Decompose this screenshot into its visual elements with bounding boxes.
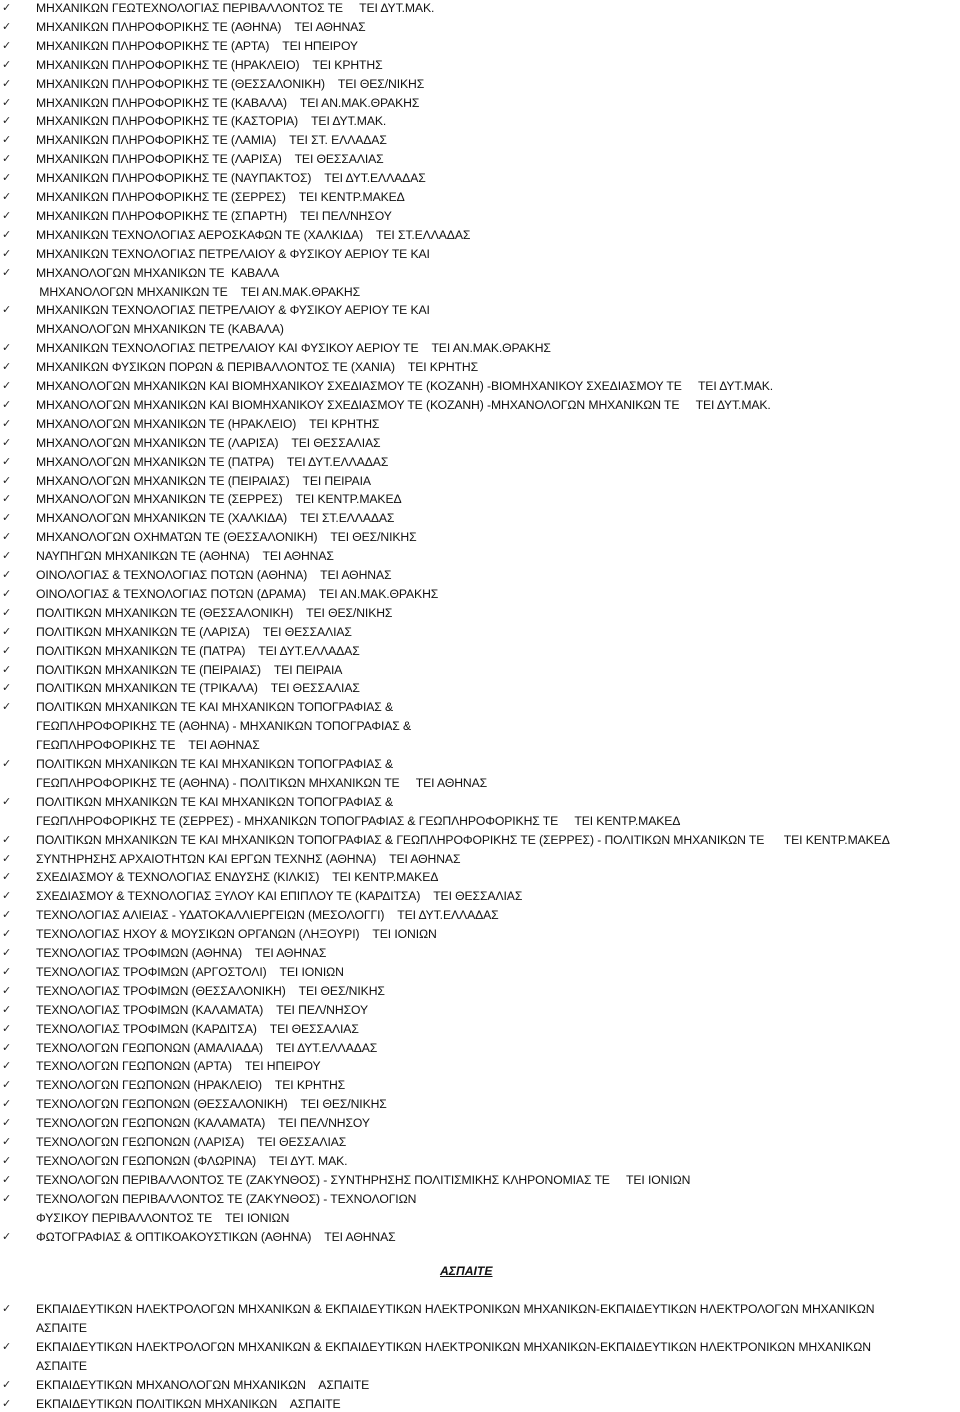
check-icon: ✓	[2, 851, 12, 865]
check-icon: ✓	[2, 643, 12, 657]
check-icon: ✓	[2, 341, 12, 355]
list-item: ΜΗΧΑΝΟΛΟΓΩΝ ΜΗΧΑΝΙΚΩΝ ΤΕ (ΣΕΡΡΕΣ) ΤΕΙ ΚΕΝΤΡ.ΜΑΚΕΔ	[36, 492, 402, 507]
list-item: ΓΕΩΠΛΗΡΟΦΟΡΙΚΗΣ ΤΕ (ΣΕΡΡΕΣ) - ΜΗΧΑΝΙΚΩΝ ΤΟΠΟΓΡΑΦΙΑΣ & ΓΕΩΠΛΗΡΟΦΟΡΙΚΗΣ ΤΕ ΤΕΙ ΚΕΝΤΡ.ΜΑΚΕΔ	[36, 813, 681, 828]
list-item: ΓΕΩΠΛΗΡΟΦΟΡΙΚΗΣ ΤΕ ΤΕΙ ΑΘΗΝΑΣ	[36, 738, 260, 753]
list-item: ΕΚΠΑΙΔΕΥΤΙΚΩΝ ΜΗΧΑΝΟΛΟΓΩΝ ΜΗΧΑΝΙΚΩΝ ΑΣΠΑΙΤΕ	[36, 1378, 370, 1392]
check-icon: ✓	[2, 1021, 12, 1035]
check-icon: ✓	[2, 379, 12, 392]
check-icon: ✓	[2, 511, 12, 525]
check-icon: ✓	[2, 1116, 12, 1130]
list-item: ΑΣΠΑΙΤΕ	[36, 1359, 87, 1373]
check-icon: ✓	[2, 757, 12, 770]
check-icon: ✓	[2, 1191, 12, 1205]
list-item: ΟΙΝΟΛΟΓΙΑΣ & ΤΕΧΝΟΛΟΓΙΑΣ ΠΟΤΩΝ (ΑΘΗΝΑ) ΤΕΙ ΑΘΗΝΑΣ	[36, 568, 392, 582]
list-item: ΠΟΛΙΤΙΚΩΝ ΜΗΧΑΝΙΚΩΝ ΤΕ (ΠΕΙΡΑΙΑΣ) ΤΕΙ ΠΕΙΡΑΙΑ	[36, 662, 343, 677]
list-item: ΜΗΧΑΝΙΚΩΝ ΦΥΣΙΚΩΝ ΠΟΡΩΝ & ΠΕΡΙΒΑΛΛΟΝΤΟΣ ΤΕ (ΧΑΝΙΑ) ΤΕΙ ΚΡΗΤΗΣ	[36, 360, 479, 375]
list-item: ΠΟΛΙΤΙΚΩΝ ΜΗΧΑΝΙΚΩΝ ΤΕ ΚΑΙ ΜΗΧΑΝΙΚΩΝ ΤΟΠΟΓΡΑΦΙΑΣ &	[36, 700, 394, 715]
check-icon: ✓	[2, 1397, 12, 1410]
list-item: ΜΗΧΑΝΙΚΩΝ ΠΛΗΡΟΦΟΡΙΚΗΣ ΤΕ (ΚΑΣΤΟΡΙΑ) ΤΕΙ ΔΥΤ.ΜΑΚ.	[36, 114, 387, 129]
list-item: ΤΕΧΝΟΛΟΓΩΝ ΠΕΡΙΒΑΛΛΟΝΤΟΣ ΤΕ (ΖΑΚΥΝΘΟΣ) - ΤΕΧΝΟΛΟΓΙΩΝ	[36, 1191, 417, 1206]
list-item: ΜΗΧΑΝΙΚΩΝ ΠΛΗΡΟΦΟΡΙΚΗΣ ΤΕ (ΘΕΣΣΑΛΟΝΙΚΗ) ΤΕΙ ΘΕΣ/ΝΙΚΗΣ	[36, 76, 425, 91]
check-icon: ✓	[2, 681, 12, 695]
list-item: ΦΥΣΙΚΟΥ ΠΕΡΙΒΑΛΛΟΝΤΟΣ ΤΕ ΤΕΙ ΙΟΝΙΩΝ	[36, 1210, 290, 1225]
check-icon: ✓	[2, 76, 12, 90]
list-item: ΜΗΧΑΝΙΚΩΝ ΤΕΧΝΟΛΟΓΙΑΣ ΠΕΤΡΕΛΑΙΟΥ & ΦΥΣΙΚΟΥ ΑΕΡΙΟΥ ΤΕ ΚΑΙ	[36, 246, 430, 261]
check-icon: ✓	[2, 303, 12, 317]
list-item: ΜΗΧΑΝΙΚΩΝ ΠΛΗΡΟΦΟΡΙΚΗΣ ΤΕ (ΣΠΑΡΤΗ) ΤΕΙ ΠΕΛ/ΝΗΣΟΥ	[36, 208, 392, 223]
list-item: ΠΟΛΙΤΙΚΩΝ ΜΗΧΑΝΙΚΩΝ ΤΕ ΚΑΙ ΜΗΧΑΝΙΚΩΝ ΤΟΠΟΓΡΑΦΙΑΣ & ΓΕΩΠΛΗΡΟΦΟΡΙΚΗΣ ΤΕ (ΣΕΡΡΕΣ) - ΠΟΛΙΤΙΚΩΝ ΜΗΧΑΝΙΚΩΝ ΤΕ ΤΕΙ ΚΕΝΤΡ.ΜΑΚΕΔ	[36, 832, 890, 847]
list-item: ΜΗΧΑΝΙΚΩΝ ΠΛΗΡΟΦΟΡΙΚΗΣ ΤΕ (ΝΑΥΠΑΚΤΟΣ) ΤΕΙ ΔΥΤ.ΕΛΛΑΔΑΣ	[36, 171, 426, 186]
list-item: ΜΗΧΑΝΙΚΩΝ ΠΛΗΡΟΦΟΡΙΚΗΣ ΤΕ (ΛΑΜΙΑ) ΤΕΙ ΣΤ. ΕΛΛΑΔΑΣ	[36, 133, 387, 148]
check-icon: ✓	[2, 605, 12, 619]
check-icon: ✓	[2, 1378, 12, 1391]
check-icon: ✓	[2, 1, 12, 14]
list-item: ΕΚΠΑΙΔΕΥΤΙΚΩΝ ΗΛΕΚΤΡΟΛΟΓΩΝ ΜΗΧΑΝΙΚΩΝ & ΕΚΠΑΙΔΕΥΤΙΚΩΝ ΗΛΕΚΤΡΟΝΙΚΩΝ ΜΗΧΑΝΙΚΩΝ-ΕΚΠΑΙΔΕΥΤΙΚΩΝ ΗΛΕΚΤΡΟΝΙΚΩΝ ΜΗΧΑΝΙΚΩΝ	[36, 1340, 871, 1354]
check-icon: ✓	[2, 568, 12, 581]
list-item: ΜΗΧΑΝΟΛΟΓΩΝ ΜΗΧΑΝΙΚΩΝ ΤΕ (ΗΡΑΚΛΕΙΟ) ΤΕΙ ΚΡΗΤΗΣ	[36, 416, 380, 431]
check-icon: ✓	[2, 1302, 12, 1315]
list-item: ΠΟΛΙΤΙΚΩΝ ΜΗΧΑΝΙΚΩΝ ΤΕ ΚΑΙ ΜΗΧΑΝΙΚΩΝ ΤΟΠΟΓΡΑΦΙΑΣ &	[36, 757, 394, 771]
check-icon: ✓	[2, 662, 12, 676]
check-icon: ✓	[2, 152, 12, 166]
check-icon: ✓	[2, 794, 12, 808]
list-item: ΜΗΧΑΝΙΚΩΝ ΓΕΩΤΕΧΝΟΛΟΓΙΑΣ ΠΕΡΙΒΑΛΛΟΝΤΟΣ ΤΕ ΤΕΙ ΔΥΤ.ΜΑΚ.	[36, 1, 435, 15]
check-icon: ✓	[2, 19, 12, 33]
list-item: ΜΗΧΑΝΟΛΟΓΩΝ ΜΗΧΑΝΙΚΩΝ ΤΕ (ΧΑΛΚΙΔΑ) ΤΕΙ ΣΤ.ΕΛΛΑΔΑΣ	[36, 511, 395, 526]
check-icon: ✓	[2, 1078, 12, 1092]
check-icon: ✓	[2, 454, 12, 468]
list-item: ΜΗΧΑΝΟΛΟΓΩΝ ΜΗΧΑΝΙΚΩΝ ΤΕ ΤΕΙ ΑΝ.ΜΑΚ.ΘΡΑΚΗΣ	[36, 284, 361, 299]
list-item: ΜΗΧΑΝΟΛΟΓΩΝ ΜΗΧΑΝΙΚΩΝ ΤΕ (ΛΑΡΙΣΑ) ΤΕΙ ΘΕΣΣΑΛΙΑΣ	[36, 435, 381, 450]
check-icon: ✓	[2, 95, 12, 109]
list-item: ΕΚΠΑΙΔΕΥΤΙΚΩΝ ΠΟΛΙΤΙΚΩΝ ΜΗΧΑΝΙΚΩΝ ΑΣΠΑΙΤΕ	[36, 1397, 341, 1411]
list-item: ΜΗΧΑΝΟΛΟΓΩΝ ΜΗΧΑΝΙΚΩΝ ΤΕ (ΠΕΙΡΑΙΑΣ) ΤΕΙ ΠΕΙΡΑΙΑ	[36, 473, 371, 488]
check-icon: ✓	[2, 1153, 12, 1167]
list-item: ΤΕΧΝΟΛΟΓΙΑΣ ΤΡΟΦΙΜΩΝ (ΑΘΗΝΑ) ΤΕΙ ΑΘΗΝΑΣ	[36, 946, 327, 960]
list-item: ΝΑΥΠΗΓΩΝ ΜΗΧΑΝΙΚΩΝ ΤΕ (ΑΘΗΝΑ) ΤΕΙ ΑΘΗΝΑΣ	[36, 549, 334, 564]
list-item: ΜΗΧΑΝΟΛΟΓΩΝ ΜΗΧΑΝΙΚΩΝ ΚΑΙ ΒΙΟΜΗΧΑΝΙΚΟΥ ΣΧΕΔΙΑΣΜΟΥ ΤΕ (ΚΟΖΑΝΗ) -ΒΙΟΜΗΧΑΝΙΚΟΥ ΣΧΕΔΙΑΣΜΟΥ ΤΕ ΤΕΙ ΔΥΤ.ΜΑΚ.	[36, 379, 774, 393]
list-item: ΜΗΧΑΝΙΚΩΝ ΤΕΧΝΟΛΟΓΙΑΣ ΑΕΡΟΣΚΑΦΩΝ ΤΕ (ΧΑΛΚΙΔΑ) ΤΕΙ ΣΤ.ΕΛΛΑΔΑΣ	[36, 227, 471, 242]
check-icon: ✓	[2, 1097, 12, 1111]
check-icon: ✓	[2, 908, 12, 922]
list-item: ΠΟΛΙΤΙΚΩΝ ΜΗΧΑΝΙΚΩΝ ΤΕ (ΠΑΤΡΑ) ΤΕΙ ΔΥΤ.ΕΛΛΑΔΑΣ	[36, 643, 360, 658]
check-icon: ✓	[2, 586, 12, 600]
list-item: ΤΕΧΝΟΛΟΓΩΝ ΓΕΩΠΟΝΩΝ (ΚΑΛΑΜΑΤΑ) ΤΕΙ ΠΕΛ/ΝΗΣΟΥ	[36, 1116, 370, 1131]
list-item: ΤΕΧΝΟΛΟΓΩΝ ΓΕΩΠΟΝΩΝ (ΑΜΑΛΙΑΔΑ) ΤΕΙ ΔΥΤ.ΕΛΛΑΔΑΣ	[36, 1040, 378, 1055]
list-item: ΤΕΧΝΟΛΟΓΩΝ ΠΕΡΙΒΑΛΛΟΝΤΟΣ ΤΕ (ΖΑΚΥΝΘΟΣ) - ΣΥΝΤΗΡΗΣΗΣ ΠΟΛΙΤΙΣΜΙΚΗΣ ΚΛΗΡΟΝΟΜΙΑΣ ΤΕ ΤΕΙ ΙΟΝΙΩΝ	[36, 1172, 691, 1187]
check-icon: ✓	[2, 208, 12, 222]
section-heading-aspaite: ΑΣΠΑΙΤΕ	[440, 1264, 493, 1278]
list-item: ΤΕΧΝΟΛΟΓΙΑΣ ΑΛΙΕΙΑΣ - ΥΔΑΤΟΚΑΛΛΙΕΡΓΕΙΩΝ (ΜΕΣΟΛΟΓΓΙ) ΤΕΙ ΔΥΤ.ΕΛΛΑΔΑΣ	[36, 908, 499, 923]
list-item: ΜΗΧΑΝΙΚΩΝ ΠΛΗΡΟΦΟΡΙΚΗΣ ΤΕ (ΚΑΒΑΛΑ) ΤΕΙ ΑΝ.ΜΑΚ.ΘΡΑΚΗΣ	[36, 95, 420, 110]
list-item: ΣΧΕΔΙΑΣΜΟΥ & ΤΕΧΝΟΛΟΓΙΑΣ ΞΥΛΟΥ ΚΑΙ ΕΠΙΠΛΟΥ ΤΕ (ΚΑΡΔΙΤΣΑ) ΤΕΙ ΘΕΣΣΑΛΙΑΣ	[36, 889, 523, 904]
check-icon: ✓	[2, 870, 12, 884]
check-icon: ✓	[2, 927, 12, 941]
check-icon: ✓	[2, 171, 12, 185]
check-icon: ✓	[2, 1040, 12, 1054]
check-icon: ✓	[2, 700, 12, 714]
list-item: ΟΙΝΟΛΟΓΙΑΣ & ΤΕΧΝΟΛΟΓΙΑΣ ΠΟΤΩΝ (ΔΡΑΜΑ) ΤΕΙ ΑΝ.ΜΑΚ.ΘΡΑΚΗΣ	[36, 586, 439, 601]
list-item: ΣΧΕΔΙΑΣΜΟΥ & ΤΕΧΝΟΛΟΓΙΑΣ ΕΝΔΥΣΗΣ (ΚΙΛΚΙΣ) ΤΕΙ ΚΕΝΤΡ.ΜΑΚΕΔ	[36, 870, 439, 885]
list-item: ΦΩΤΟΓΡΑΦΙΑΣ & ΟΠΤΙΚΟΑΚΟΥΣΤΙΚΩΝ (ΑΘΗΝΑ) ΤΕΙ ΑΘΗΝΑΣ	[36, 1229, 396, 1244]
check-icon: ✓	[2, 1002, 12, 1016]
list-item: ΜΗΧΑΝΟΛΟΓΩΝ ΟΧΗΜΑΤΩΝ ΤΕ (ΘΕΣΣΑΛΟΝΙΚΗ) ΤΕΙ ΘΕΣ/ΝΙΚΗΣ	[36, 530, 417, 545]
check-icon: ✓	[2, 549, 12, 563]
list-item: ΤΕΧΝΟΛΟΓΩΝ ΓΕΩΠΟΝΩΝ (ΑΡΤΑ) ΤΕΙ ΗΠΕΙΡΟΥ	[36, 1059, 321, 1074]
list-item: ΜΗΧΑΝΟΛΟΓΩΝ ΜΗΧΑΝΙΚΩΝ ΚΑΙ ΒΙΟΜΗΧΑΝΙΚΟΥ ΣΧΕΔΙΑΣΜΟΥ ΤΕ (ΚΟΖΑΝΗ) -ΜΗΧΑΝΟΛΟΓΩΝ ΜΗΧΑΝΙΚΩΝ ΤΕ ΤΕΙ ΔΥΤ.ΜΑΚ.	[36, 397, 771, 412]
list-item: ΤΕΧΝΟΛΟΓΙΑΣ ΗΧΟΥ & ΜΟΥΣΙΚΩΝ ΟΡΓΑΝΩΝ (ΛΗΞΟΥΡΙ) ΤΕΙ ΙΟΝΙΩΝ	[36, 927, 437, 942]
check-icon: ✓	[2, 265, 12, 279]
list-item: ΜΗΧΑΝΙΚΩΝ ΠΛΗΡΟΦΟΡΙΚΗΣ ΤΕ (ΑΡΤΑ) ΤΕΙ ΗΠΕΙΡΟΥ	[36, 38, 358, 53]
list-item: ΤΕΧΝΟΛΟΓΙΑΣ ΤΡΟΦΙΜΩΝ (ΚΑΛΑΜΑΤΑ) ΤΕΙ ΠΕΛ/ΝΗΣΟΥ	[36, 1002, 369, 1017]
check-icon: ✓	[2, 983, 12, 997]
check-icon: ✓	[2, 38, 12, 52]
check-icon: ✓	[2, 1172, 12, 1186]
list-item: ΤΕΧΝΟΛΟΓΙΑΣ ΤΡΟΦΙΜΩΝ (ΚΑΡΔΙΤΣΑ) ΤΕΙ ΘΕΣΣΑΛΙΑΣ	[36, 1021, 359, 1036]
check-icon: ✓	[2, 416, 12, 430]
check-icon: ✓	[2, 190, 12, 203]
check-icon: ✓	[2, 530, 12, 544]
list-item: ΤΕΧΝΟΛΟΓΩΝ ΓΕΩΠΟΝΩΝ (ΛΑΡΙΣΑ) ΤΕΙ ΘΕΣΣΑΛΙΑΣ	[36, 1135, 347, 1149]
check-icon: ✓	[2, 473, 12, 487]
list-item: ΜΗΧΑΝΙΚΩΝ ΤΕΧΝΟΛΟΓΙΑΣ ΠΕΤΡΕΛΑΙΟΥ ΚΑΙ ΦΥΣΙΚΟΥ ΑΕΡΙΟΥ ΤΕ ΤΕΙ ΑΝ.ΜΑΚ.ΘΡΑΚΗΣ	[36, 341, 551, 356]
list-item: ΜΗΧΑΝΙΚΩΝ ΠΛΗΡΟΦΟΡΙΚΗΣ ΤΕ (ΛΑΡΙΣΑ) ΤΕΙ ΘΕΣΣΑΛΙΑΣ	[36, 152, 384, 167]
check-icon: ✓	[2, 492, 12, 506]
check-icon: ✓	[2, 1340, 12, 1353]
check-icon: ✓	[2, 889, 12, 903]
check-icon: ✓	[2, 397, 12, 411]
list-item: ΓΕΩΠΛΗΡΟΦΟΡΙΚΗΣ ΤΕ (ΑΘΗΝΑ) - ΜΗΧΑΝΙΚΩΝ ΤΟΠΟΓΡΑΦΙΑΣ &	[36, 719, 412, 734]
list-item: ΜΗΧΑΝΟΛΟΓΩΝ ΜΗΧΑΝΙΚΩΝ ΤΕ ΚΑΒΑΛΑ	[36, 265, 280, 280]
check-icon: ✓	[2, 624, 12, 638]
list-item: ΜΗΧΑΝΙΚΩΝ ΠΛΗΡΟΦΟΡΙΚΗΣ ΤΕ (ΗΡΑΚΛΕΙΟ) ΤΕΙ ΚΡΗΤΗΣ	[36, 57, 383, 72]
list-item: ΜΗΧΑΝΙΚΩΝ ΠΛΗΡΟΦΟΡΙΚΗΣ ΤΕ (ΣΕΡΡΕΣ) ΤΕΙ ΚΕΝΤΡ.ΜΑΚΕΔ	[36, 190, 405, 204]
list-item: ΣΥΝΤΗΡΗΣΗΣ ΑΡΧΑΙΟΤΗΤΩΝ ΚΑΙ ΕΡΓΩΝ ΤΕΧΝΗΣ (ΑΘΗΝΑ) ΤΕΙ ΑΘΗΝΑΣ	[36, 851, 461, 866]
check-icon: ✓	[2, 832, 12, 846]
check-icon: ✓	[2, 1229, 12, 1243]
check-icon: ✓	[2, 1059, 12, 1073]
check-icon: ✓	[2, 57, 12, 71]
list-item: ΜΗΧΑΝΟΛΟΓΩΝ ΜΗΧΑΝΙΚΩΝ ΤΕ (ΚΑΒΑΛΑ)	[36, 322, 284, 337]
check-icon: ✓	[2, 1135, 12, 1148]
list-item: ΤΕΧΝΟΛΟΓΙΑΣ ΤΡΟΦΙΜΩΝ (ΑΡΓΟΣΤΟΛΙ) ΤΕΙ ΙΟΝΙΩΝ	[36, 964, 344, 979]
check-icon: ✓	[2, 435, 12, 449]
check-icon: ✓	[2, 964, 12, 978]
check-icon: ✓	[2, 114, 12, 128]
check-icon: ✓	[2, 133, 12, 147]
check-icon: ✓	[2, 360, 12, 374]
list-item: ΠΟΛΙΤΙΚΩΝ ΜΗΧΑΝΙΚΩΝ ΤΕ ΚΑΙ ΜΗΧΑΝΙΚΩΝ ΤΟΠΟΓΡΑΦΙΑΣ &	[36, 794, 394, 809]
list-item: ΠΟΛΙΤΙΚΩΝ ΜΗΧΑΝΙΚΩΝ ΤΕ (ΤΡΙΚΑΛΑ) ΤΕΙ ΘΕΣΣΑΛΙΑΣ	[36, 681, 360, 696]
list-item: ΤΕΧΝΟΛΟΓΩΝ ΓΕΩΠΟΝΩΝ (ΦΛΩΡΙΝΑ) ΤΕΙ ΔΥΤ. ΜΑΚ.	[36, 1153, 348, 1168]
list-item: ΜΗΧΑΝΟΛΟΓΩΝ ΜΗΧΑΝΙΚΩΝ ΤΕ (ΠΑΤΡΑ) ΤΕΙ ΔΥΤ.ΕΛΛΑΔΑΣ	[36, 454, 389, 469]
list-item: ΤΕΧΝΟΛΟΓΩΝ ΓΕΩΠΟΝΩΝ (ΗΡΑΚΛΕΙΟ) ΤΕΙ ΚΡΗΤΗΣ	[36, 1078, 346, 1093]
list-item: ΓΕΩΠΛΗΡΟΦΟΡΙΚΗΣ ΤΕ (ΑΘΗΝΑ) - ΠΟΛΙΤΙΚΩΝ ΜΗΧΑΝΙΚΩΝ ΤΕ ΤΕΙ ΑΘΗΝΑΣ	[36, 775, 488, 790]
check-icon: ✓	[2, 946, 12, 959]
list-item: ΠΟΛΙΤΙΚΩΝ ΜΗΧΑΝΙΚΩΝ ΤΕ (ΘΕΣΣΑΛΟΝΙΚΗ) ΤΕΙ ΘΕΣ/ΝΙΚΗΣ	[36, 605, 393, 620]
list-item: ΜΗΧΑΝΙΚΩΝ ΠΛΗΡΟΦΟΡΙΚΗΣ ΤΕ (ΑΘΗΝΑ) ΤΕΙ ΑΘΗΝΑΣ	[36, 19, 366, 34]
list-item: ΠΟΛΙΤΙΚΩΝ ΜΗΧΑΝΙΚΩΝ ΤΕ (ΛΑΡΙΣΑ) ΤΕΙ ΘΕΣΣΑΛΙΑΣ	[36, 624, 352, 639]
check-icon: ✓	[2, 227, 12, 241]
list-item: ΜΗΧΑΝΙΚΩΝ ΤΕΧΝΟΛΟΓΙΑΣ ΠΕΤΡΕΛΑΙΟΥ & ΦΥΣΙΚΟΥ ΑΕΡΙΟΥ ΤΕ ΚΑΙ	[36, 303, 430, 318]
list-item: ΑΣΠΑΙΤΕ	[36, 1321, 87, 1335]
list-item: ΤΕΧΝΟΛΟΓΙΑΣ ΤΡΟΦΙΜΩΝ (ΘΕΣΣΑΛΟΝΙΚΗ) ΤΕΙ ΘΕΣ/ΝΙΚΗΣ	[36, 983, 385, 998]
check-icon: ✓	[2, 246, 12, 260]
list-item: ΤΕΧΝΟΛΟΓΩΝ ΓΕΩΠΟΝΩΝ (ΘΕΣΣΑΛΟΝΙΚΗ) ΤΕΙ ΘΕΣ/ΝΙΚΗΣ	[36, 1097, 387, 1112]
list-item: ΕΚΠΑΙΔΕΥΤΙΚΩΝ ΗΛΕΚΤΡΟΛΟΓΩΝ ΜΗΧΑΝΙΚΩΝ & ΕΚΠΑΙΔΕΥΤΙΚΩΝ ΗΛΕΚΤΡΟΝΙΚΩΝ ΜΗΧΑΝΙΚΩΝ-ΕΚΠΑΙΔΕΥΤΙΚΩΝ ΗΛΕΚΤΡΟΛΟΓΩΝ ΜΗΧΑΝΙΚΩΝ	[36, 1302, 875, 1316]
